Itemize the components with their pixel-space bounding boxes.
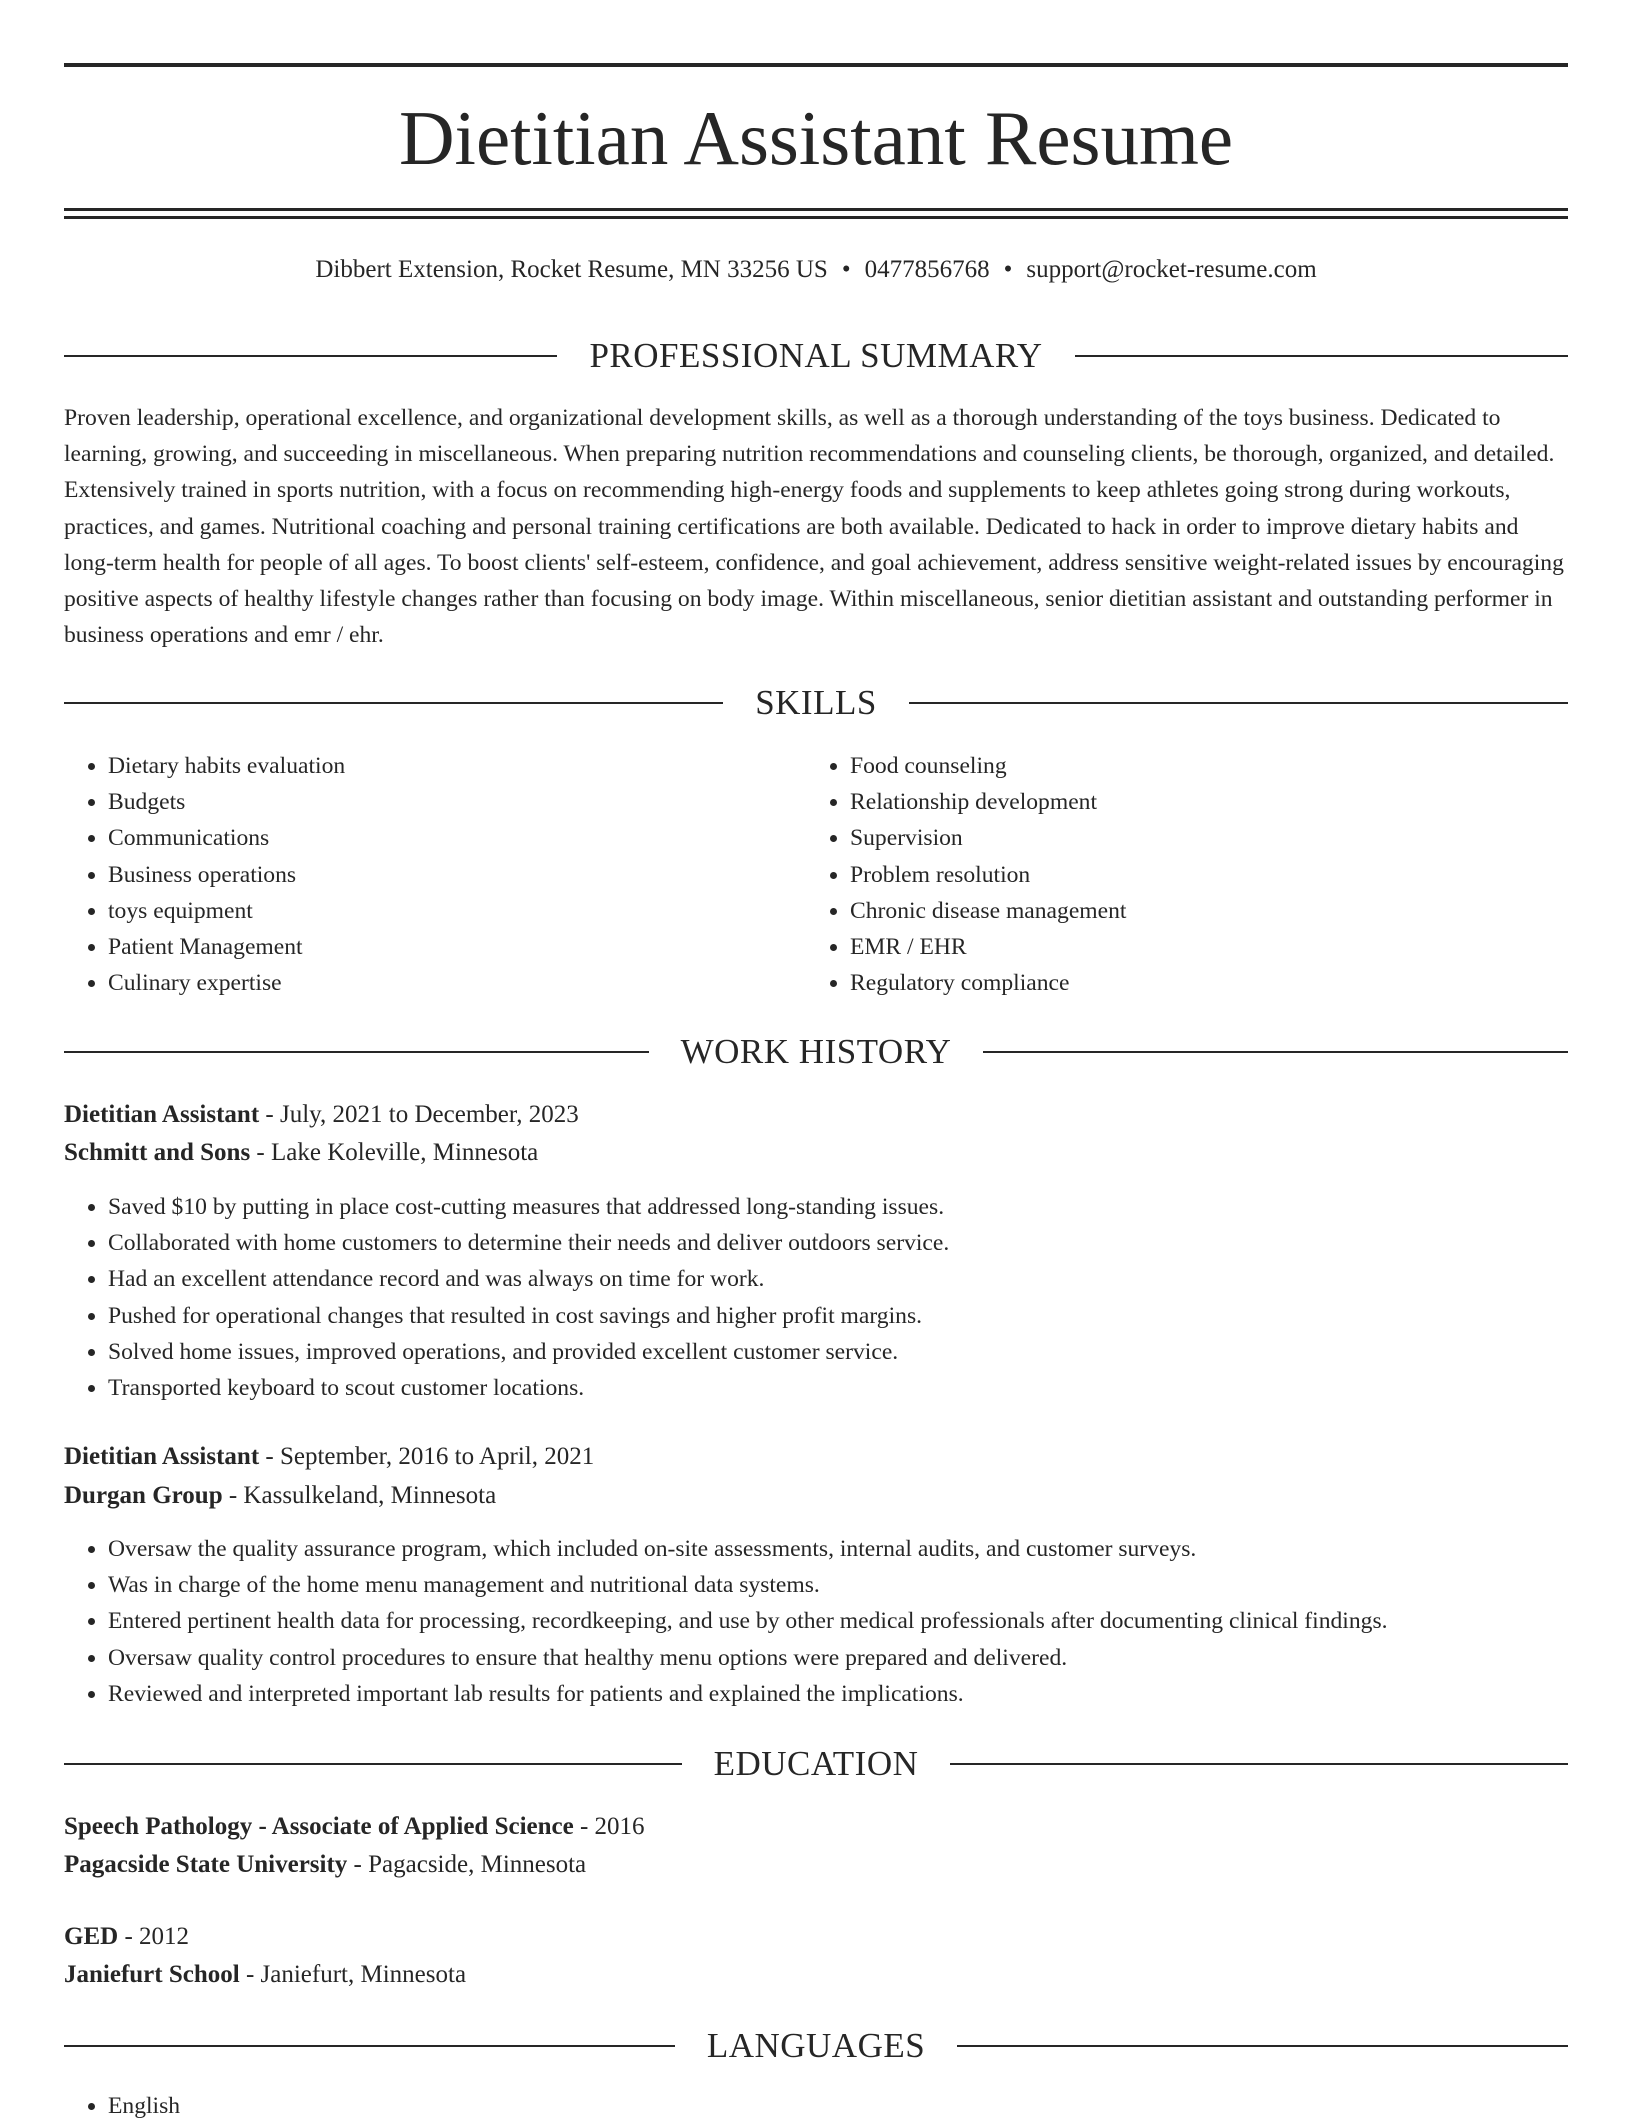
skill-item: • Relationship development [850, 784, 1546, 820]
education-location: - Janiefurt, Minnesota [239, 1961, 467, 1988]
job-title-line [64, 1438, 1568, 1477]
skill-item: • toys equipment [108, 893, 804, 929]
job-bullets [64, 1531, 1568, 1712]
contact-address: Dibbert Extension, Rocket Resume, MN 33256 US [315, 256, 828, 283]
job-location: - Lake Koleville, Minnesota [250, 1139, 539, 1166]
job-bullet: • Entered pertinent health data for processing, recordkeeping, and use by other medical professionals after documenting clinical findings. [108, 1603, 1568, 1639]
language-item: • English [108, 2088, 1568, 2124]
job-bullet: • Reviewed and interpreted important lab results for patients and explained the implications. [108, 1676, 1568, 1712]
education-year: - 2012 [118, 1923, 190, 1950]
header-bottom-rule [64, 208, 1568, 211]
header-top-rule [64, 63, 1568, 67]
skill-item: • Business operations [108, 857, 804, 893]
contact-separator: • [841, 256, 851, 283]
contact-separator: • [1003, 256, 1013, 283]
skill-item: • Regulatory compliance [850, 965, 1546, 1001]
skill-item: • Budgets [108, 784, 804, 820]
job-bullets [64, 1189, 1568, 1406]
skill-item: • Problem resolution [850, 857, 1546, 893]
job-company-line [64, 1134, 1568, 1173]
section-header-languages [64, 2024, 1568, 2068]
section-title-summary: PROFESSIONAL SUMMARY [589, 336, 1043, 375]
section-divider [1075, 355, 1568, 357]
job-bullet: • Was in charge of the home menu management and nutritional data systems. [108, 1567, 1568, 1603]
education-year: - 2016 [573, 1813, 645, 1840]
languages-list [64, 2088, 1568, 2124]
education-degree-line [64, 1808, 1568, 1847]
contact-line [64, 252, 1568, 288]
education-degree-line [64, 1918, 1568, 1957]
skill-item: • Food counseling [850, 748, 1546, 784]
education-school: Janiefurt School [64, 1961, 240, 1988]
contact-phone: 0477856768 [864, 256, 990, 283]
header-bottom-rule-second [64, 216, 1568, 219]
skill-item: • EMR / EHR [850, 929, 1546, 965]
contact-email: support@rocket-resume.com [1026, 256, 1317, 283]
section-divider [64, 355, 557, 357]
skill-item: • Supervision [850, 820, 1546, 856]
section-divider [957, 2045, 1568, 2047]
skill-item: • Culinary expertise [108, 965, 804, 1001]
job-bullet: • Pushed for operational changes that resulted in cost savings and higher profit margins. [108, 1298, 1568, 1334]
section-divider [950, 1763, 1568, 1765]
job-company: Schmitt and Sons [64, 1139, 251, 1166]
job-bullet: • Collaborated with home customers to determine their needs and deliver outdoors service. [108, 1225, 1568, 1261]
job-location: - Kassulkeland, Minnesota [222, 1482, 497, 1509]
job-dates: - September, 2016 to April, 2021 [259, 1443, 595, 1470]
skills-column-right [806, 748, 1546, 1001]
section-header-skills [64, 681, 1568, 725]
section-divider [64, 702, 723, 704]
education-degree: GED [64, 1923, 119, 1950]
section-title-education: EDUCATION [713, 1744, 919, 1783]
section-divider [64, 1763, 682, 1765]
job-title: Dietitian Assistant [64, 1443, 260, 1470]
job-bullet: • Had an excellent attendance record and was always on time for work. [108, 1261, 1568, 1297]
section-header-work-history [64, 1030, 1568, 1074]
job-bullet: • Solved home issues, improved operations, and provided excellent customer service. [108, 1334, 1568, 1370]
section-divider [64, 1051, 649, 1053]
skills-column-left [64, 748, 804, 1001]
section-divider [64, 2045, 675, 2047]
section-title-skills: SKILLS [755, 683, 877, 722]
resume-title: Dietitian Assistant Resume [398, 95, 1234, 181]
job-bullet: • Transported keyboard to scout customer locations. [108, 1370, 1568, 1406]
job-title: Dietitian Assistant [64, 1101, 260, 1128]
job-company: Durgan Group [64, 1482, 223, 1509]
education-school-line [64, 1846, 1568, 1885]
skill-item: • Chronic disease management [850, 893, 1546, 929]
job-company-line [64, 1477, 1568, 1516]
job-bullet: • Oversaw quality control procedures to ensure that healthy menu options were prepared and delivered. [108, 1640, 1568, 1676]
education-location: - Pagacside, Minnesota [347, 1851, 587, 1878]
job-title-line [64, 1096, 1568, 1135]
section-divider [983, 1051, 1568, 1053]
skill-item: • Dietary habits evaluation [108, 748, 804, 784]
education-school-line [64, 1956, 1568, 1995]
section-header-education [64, 1742, 1568, 1786]
skill-item: • Communications [108, 820, 804, 856]
education-degree: Speech Pathology - Associate of Applied Science [64, 1813, 574, 1840]
job-bullet: • Saved $10 by putting in place cost-cutting measures that addressed long-standing issues. [108, 1189, 1568, 1225]
education-school: Pagacside State University [64, 1851, 348, 1878]
section-header-summary [64, 334, 1568, 378]
section-divider [909, 702, 1568, 704]
section-title-work-history: WORK HISTORY [680, 1032, 952, 1071]
job-bullet: • Oversaw the quality assurance program, which included on-site assessments, internal audits, and customer surveys. [108, 1531, 1568, 1567]
section-title-languages: LANGUAGES [706, 2026, 926, 2065]
summary-text: Proven leadership, operational excellence, and organizational development skills, as well as a thorough understanding of the toys business. Dedicated to learning, growing, and succeeding in miscellaneous. When preparing nutrition recommendations and counseling clients, be thorough, organized, and detailed. Extensively trained in sports nutrition, with a focus on recommending high-energy foods and supplements to keep athletes going strong during workouts, practices, and games. Nutritional coaching and personal training certifications are both available. Dedicated to hack in order to improve dietary habits and long-term health for people of all ages. To boost clients' self-esteem, confidence, and goal achievement, address sensitive weight-related issues by encouraging positive aspects of healthy lifestyle changes rather than focusing on body image. Within miscellaneous, senior dietitian assistant and outstanding performer in business operations and emr / ehr. [64, 405, 1564, 649]
skill-item: • Patient Management [108, 929, 804, 965]
job-dates: - July, 2021 to December, 2023 [259, 1101, 579, 1128]
